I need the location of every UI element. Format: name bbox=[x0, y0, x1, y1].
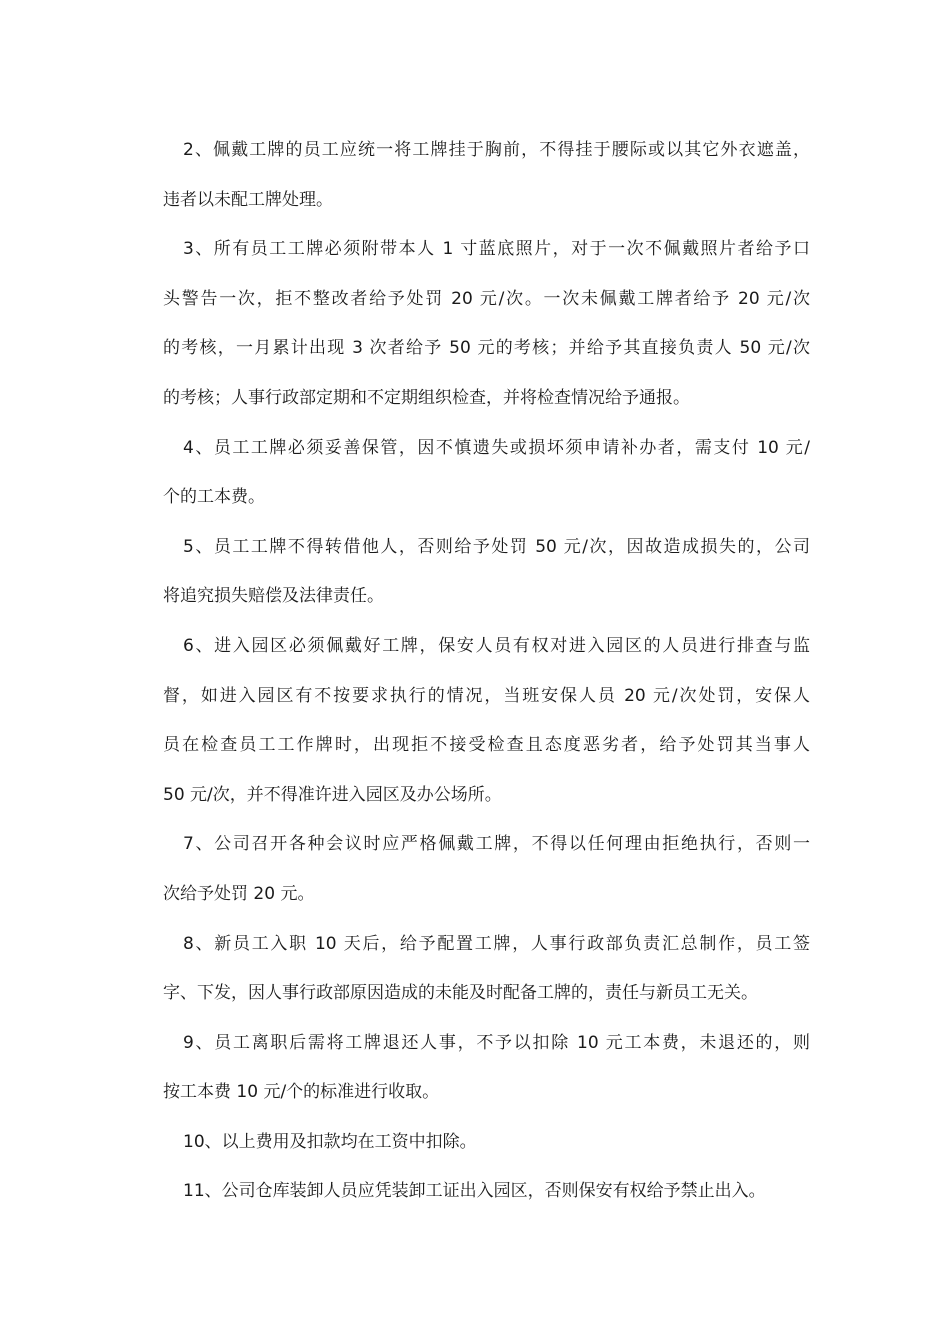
text-line: 次给予处罚 20 元。 bbox=[163, 883, 315, 904]
text-line: 个的工本费。 bbox=[163, 487, 265, 508]
paragraph-8 bbox=[143, 920, 810, 1019]
text-line: 头警告一次，拒不整改者给予处罚 20 元/次。一次未佩戴工牌者给予 20 元/次 bbox=[163, 288, 810, 309]
text-line: 50 元/次，并不得准许进入园区及办公场所。 bbox=[163, 784, 502, 805]
paragraph-7 bbox=[143, 820, 810, 919]
text-line: 3、所有员工工牌必须附带本人 1 寸蓝底照片，对于一次不佩戴照片者给予口 bbox=[183, 239, 810, 260]
text-line: 督，如进入园区有不按要求执行的情况，当班安保人员 20 元/次处罚，安保人 bbox=[163, 685, 810, 706]
text-line: 10、以上费用及扣款均在工资中扣除。 bbox=[183, 1131, 477, 1152]
paragraph-6 bbox=[143, 622, 810, 820]
paragraph-9 bbox=[143, 1019, 810, 1118]
paragraph-10 bbox=[143, 1118, 810, 1168]
text-line: 5、员工工牌不得转借他人，否则给予处罚 50 元/次，因故造成损失的，公司 bbox=[183, 536, 810, 557]
paragraph-5 bbox=[143, 523, 810, 622]
paragraph-4 bbox=[143, 424, 810, 523]
text-line: 员在检查员工工作牌时，出现拒不接受检查且态度恶劣者，给予处罚其当事人 bbox=[163, 735, 810, 756]
paragraph-3 bbox=[143, 225, 810, 423]
text-line: 的考核，一月累计出现 3 次者给予 50 元的考核；并给予其直接负责人 50 元/次 bbox=[163, 338, 810, 359]
text-line: 将追究损失赔偿及法律责任。 bbox=[163, 586, 384, 607]
paragraph-11 bbox=[143, 1167, 810, 1217]
text-line: 字、下发，因人事行政部原因造成的未能及时配备工牌的，责任与新员工无关。 bbox=[163, 983, 758, 1004]
text-line: 8、新员工入职 10 天后，给予配置工牌，人事行政部负责汇总制作，员工签 bbox=[183, 933, 810, 954]
text-line: 2、佩戴工牌的员工应统一将工牌挂于胸前，不得挂于腰际或以其它外衣遮盖， bbox=[183, 140, 810, 160]
text-line: 7、公司召开各种会议时应严格佩戴工牌，不得以任何理由拒绝执行，否则一 bbox=[183, 834, 810, 855]
text-line: 6、进入园区必须佩戴好工牌，保安人员有权对进入园区的人员进行排查与监 bbox=[183, 635, 810, 656]
text-line: 11、公司仓库装卸人员应凭装卸工证出入园区，否则保安有权给予禁止出入。 bbox=[183, 1181, 766, 1202]
text-line: 9、员工离职后需将工牌退还人事，不予以扣除 10 元工本费，未退还的，则 bbox=[183, 1032, 810, 1053]
document-body bbox=[143, 126, 810, 1217]
paragraph-2 bbox=[143, 126, 810, 225]
text-line: 4、员工工牌必须妥善保管，因不慎遗失或损坏须申请补办者，需支付 10 元/ bbox=[183, 437, 810, 458]
text-line: 违者以未配工牌处理。 bbox=[163, 189, 333, 210]
text-line: 按工本费 10 元/个的标准进行收取。 bbox=[163, 1082, 440, 1103]
text-line: 的考核；人事行政部定期和不定期组织检查，并将检查情况给予通报。 bbox=[163, 387, 690, 408]
